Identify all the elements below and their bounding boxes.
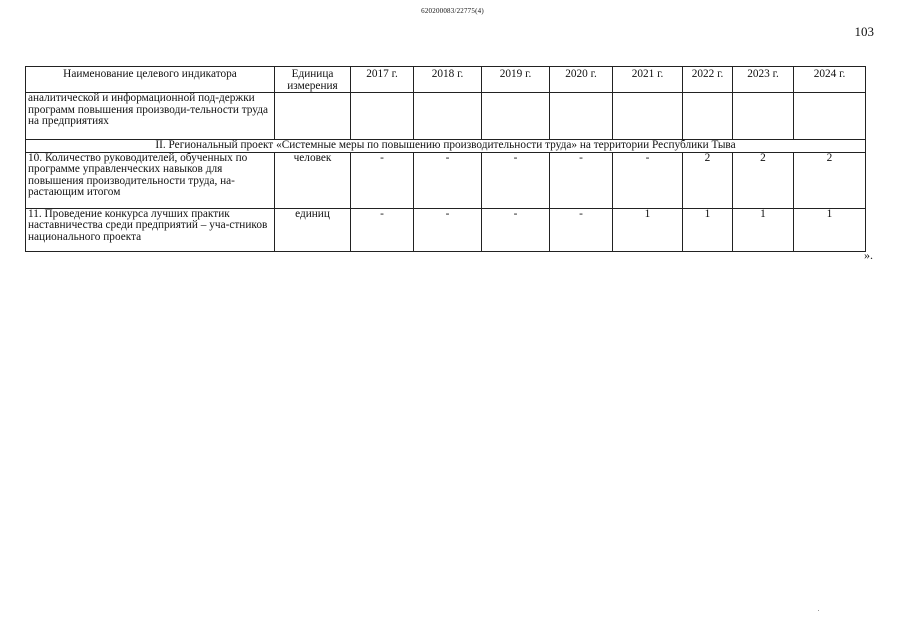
table-row <box>26 208 866 251</box>
closing-quote-mark: ». <box>864 248 873 262</box>
value-2021: 1 <box>613 208 683 251</box>
document-code: 620200083/22775(4) <box>421 7 484 15</box>
value-2022: 2 <box>683 152 733 208</box>
indicator-unit <box>275 93 351 140</box>
value-2022 <box>683 93 733 140</box>
value-2019: - <box>482 208 550 251</box>
header-year-2023: 2023 г. <box>733 67 794 93</box>
header-indicator-name: Наименование целевого индикатора <box>26 67 275 93</box>
section-title: II. Региональный проект «Системные меры по повышению производительности труда» на территории Республики Тыва <box>26 140 866 153</box>
value-2017 <box>351 93 414 140</box>
header-year-2019: 2019 г. <box>482 67 550 93</box>
indicator-name: 10. Количество руководителей, обученных по программе управленческих навыков для повышения производительности труда, на-растающим итогом <box>26 152 275 208</box>
scan-speck <box>818 610 819 611</box>
value-2020 <box>550 93 613 140</box>
header-year-2022: 2022 г. <box>683 67 733 93</box>
value-2017: - <box>351 152 414 208</box>
value-2018 <box>414 93 482 140</box>
table-row <box>26 152 866 208</box>
indicator-unit: человек <box>275 152 351 208</box>
value-2020: - <box>550 208 613 251</box>
section-row <box>26 140 866 153</box>
value-2021 <box>613 93 683 140</box>
page-number: 103 <box>854 24 874 39</box>
value-2024: 1 <box>794 208 866 251</box>
table-row <box>26 93 866 140</box>
value-2022: 1 <box>683 208 733 251</box>
header-year-2017: 2017 г. <box>351 67 414 93</box>
indicator-unit: единиц <box>275 208 351 251</box>
indicator-name: 11. Проведение конкурса лучших практик наставничества среди предприятий – уча-стников национального проекта <box>26 208 275 251</box>
value-2020: - <box>550 152 613 208</box>
indicator-name: аналитической и информационной под-держки программ повышения производи-тельности труда на предприятиях <box>26 93 275 140</box>
value-2024 <box>794 93 866 140</box>
value-2017: - <box>351 208 414 251</box>
value-2021: - <box>613 152 683 208</box>
value-2023: 2 <box>733 152 794 208</box>
table-header-row <box>26 67 866 93</box>
header-year-2024: 2024 г. <box>794 67 866 93</box>
value-2023: 1 <box>733 208 794 251</box>
value-2024: 2 <box>794 152 866 208</box>
header-unit: Единица измерения <box>275 67 351 93</box>
header-year-2018: 2018 г. <box>414 67 482 93</box>
value-2019: - <box>482 152 550 208</box>
header-year-2020: 2020 г. <box>550 67 613 93</box>
value-2018: - <box>414 208 482 251</box>
target-indicators-table <box>25 66 866 252</box>
value-2019 <box>482 93 550 140</box>
value-2018: - <box>414 152 482 208</box>
header-year-2021: 2021 г. <box>613 67 683 93</box>
value-2023 <box>733 93 794 140</box>
